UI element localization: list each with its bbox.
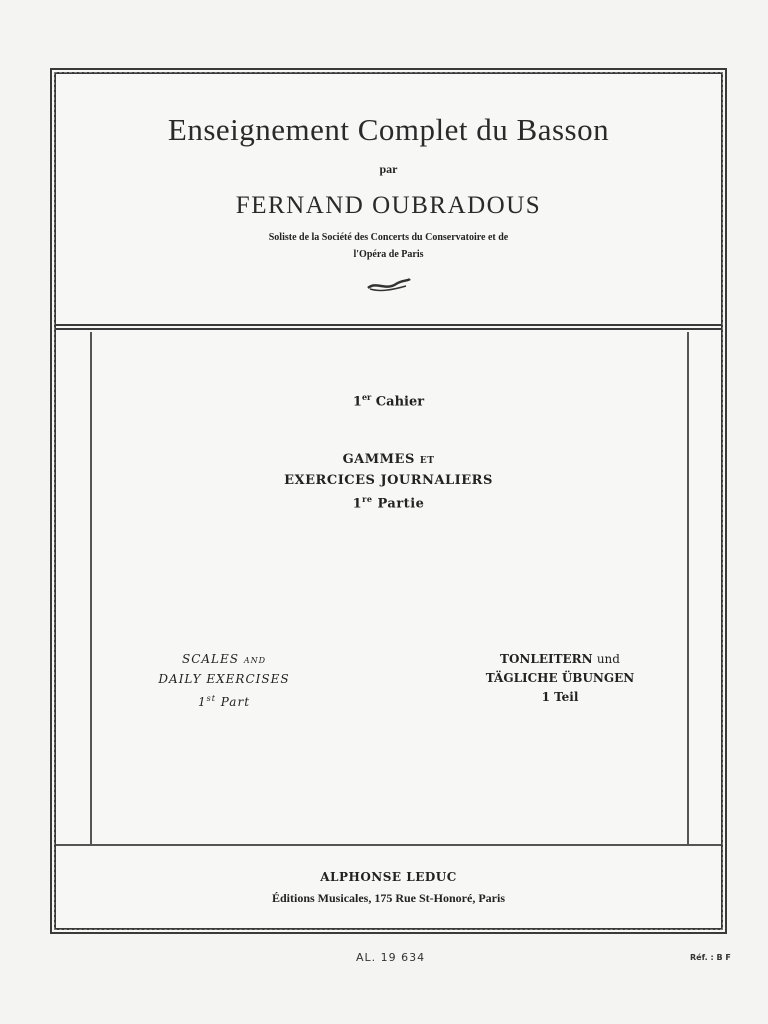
german-line-1 <box>440 650 680 669</box>
exercices-line: EXERCICES JOURNALIERS <box>284 473 493 488</box>
part-text: Part <box>220 695 251 709</box>
divider <box>56 844 721 846</box>
gammes-line <box>56 450 721 471</box>
publisher-block <box>56 870 721 906</box>
english-line-2: DAILY EXERCISES <box>158 672 290 686</box>
subtitle-line-1: Soliste de la Société des Concerts du Conservatoire et de <box>268 232 509 243</box>
par-label: par <box>379 162 398 176</box>
gammes-text: GAMMES <box>342 452 415 467</box>
ornament-icon <box>366 277 412 293</box>
english-line-3 <box>144 689 304 712</box>
partie-text: Partie <box>377 496 425 512</box>
title-page-frame <box>50 68 727 934</box>
german-title-block <box>440 650 680 707</box>
cahier-number: 1 <box>352 394 362 410</box>
partie-line <box>56 490 721 513</box>
catalog-number: AL. 19 634 <box>356 951 426 964</box>
cahier-text: Cahier <box>375 394 425 410</box>
subtitle-line-2: l'Opéra de Paris <box>353 249 424 260</box>
german-line-3: 1 Teil <box>541 690 579 704</box>
page-title: Enseignement Complet du Basson <box>167 112 610 147</box>
et-text: ET <box>419 456 435 466</box>
header-section <box>56 74 721 330</box>
publisher-address: Éditions Musicales, 175 Rue St-Honoré, Paris <box>272 891 505 905</box>
tonleitern-text: TONLEITERN <box>500 652 593 666</box>
and-text: AND <box>243 656 267 665</box>
partie-ordinal: re <box>362 494 373 504</box>
part-ordinal: st <box>206 694 216 703</box>
reference-code: Réf. : B F <box>690 953 731 962</box>
partie-number: 1 <box>352 496 363 512</box>
scales-text: SCALES <box>181 652 239 666</box>
author-name: FERNAND OUBRADOUS <box>235 192 542 219</box>
french-title-block <box>56 450 721 513</box>
author-subtitle <box>56 229 721 263</box>
cahier-label <box>56 392 721 409</box>
english-line-1 <box>144 650 304 670</box>
german-line-2: TÄGLICHE ÜBUNGEN <box>485 671 635 685</box>
english-title-block <box>144 650 304 712</box>
part-number: 1 <box>197 695 207 709</box>
und-text: und <box>596 652 620 666</box>
cahier-ordinal: er <box>361 392 372 402</box>
publisher-name: ALPHONSE LEDUC <box>320 870 457 884</box>
